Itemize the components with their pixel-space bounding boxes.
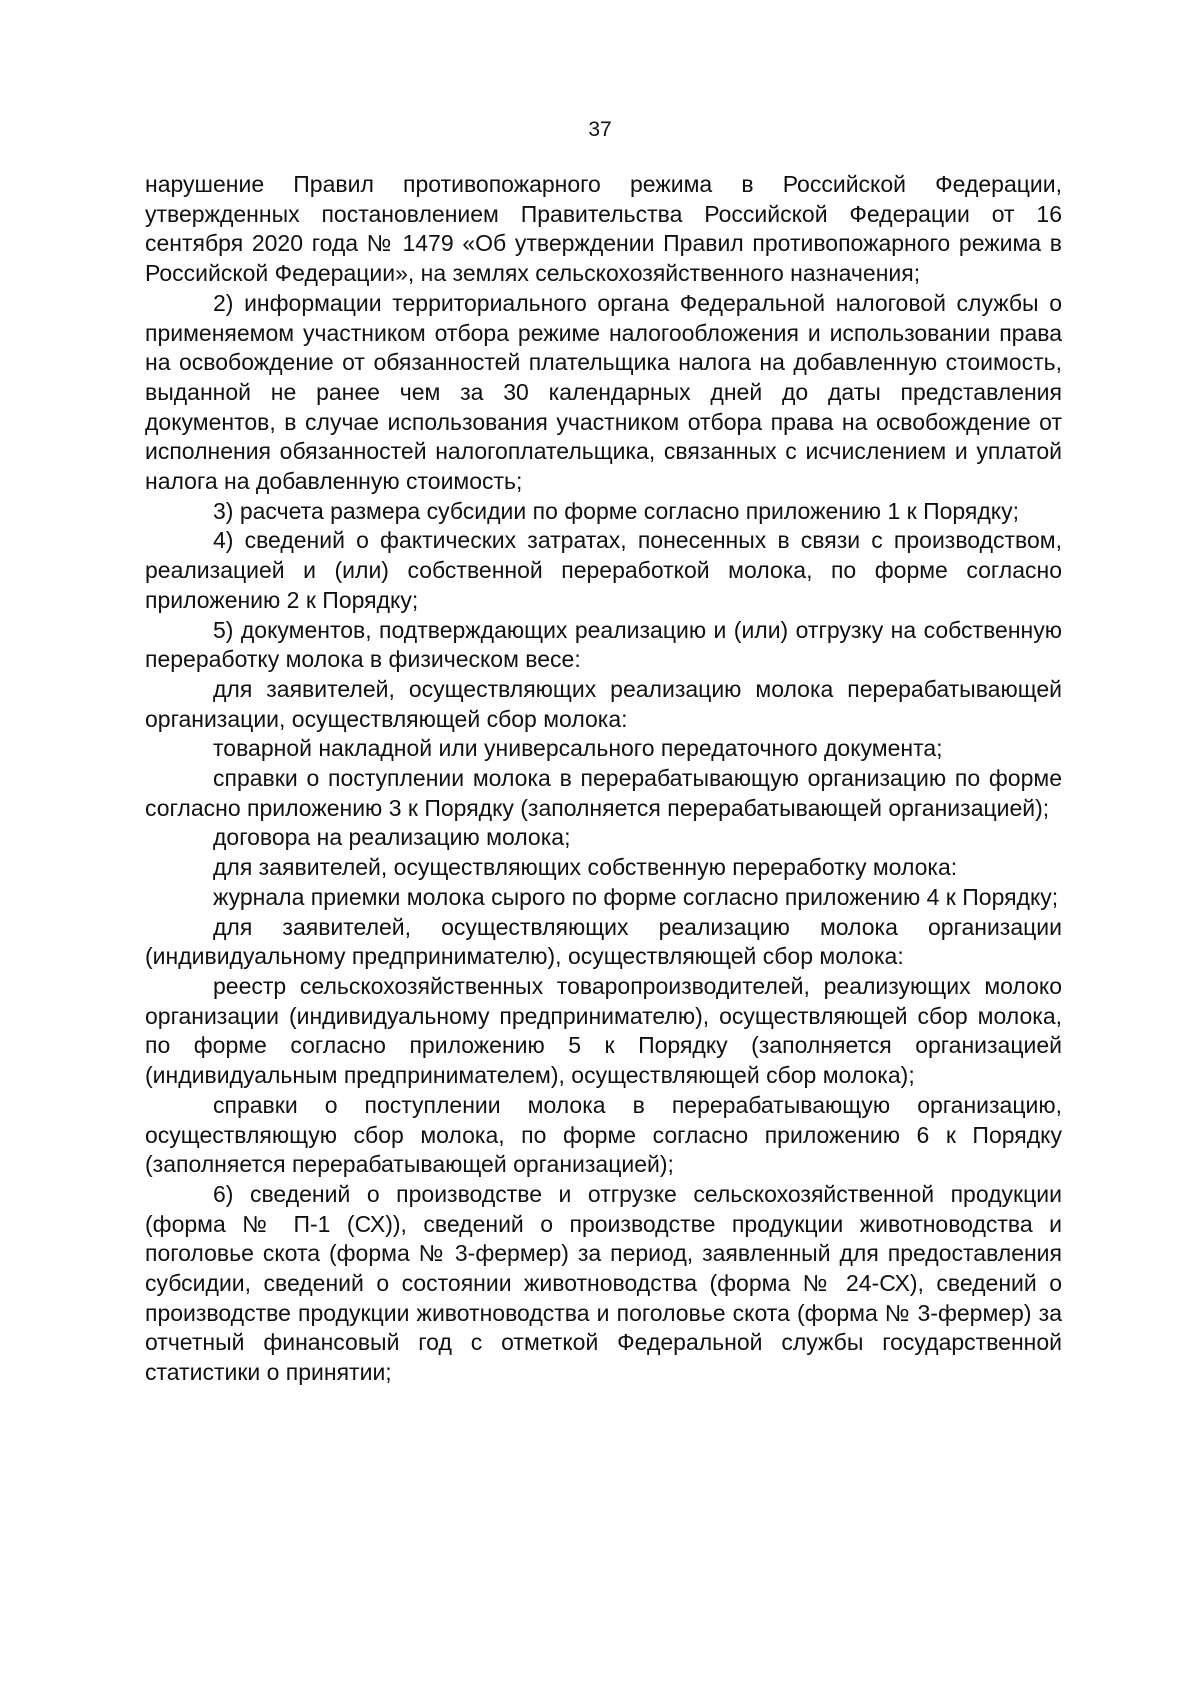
paragraph: 4) сведений о фактических затратах, понесенных в связи с производством, реализацией и (или) собственной переработкой молока, по форме согласно приложению 2 к Порядку; bbox=[145, 527, 1062, 613]
paragraph: для заявителей, осуществляющих реализацию молока перерабатывающей организации, осуществляющей сбор молока: bbox=[145, 675, 1062, 732]
paragraph: товарной накладной или универсального передаточного документа; bbox=[213, 735, 943, 762]
paragraph: 3) расчета размера субсидии по форме согласно приложению 1 к Порядку; bbox=[213, 497, 1020, 524]
paragraph: для заявителей, осуществляющих собственную переработку молока: bbox=[213, 854, 958, 881]
document-body bbox=[145, 170, 1062, 1388]
paragraph: справки о поступлении молока в перерабатывающую организацию, осуществляющую сбор молока, по форме согласно приложению 6 к Порядку (заполняется перерабатывающей организацией); bbox=[145, 1091, 1062, 1178]
page-number: 37 bbox=[588, 118, 612, 141]
paragraph: реестр сельскохозяйственных товаропроизводителей, реализующих молоко организации (индивидуальному предпринимателю), осуществляющей сбор молока, по форме согласно приложению 5 к Порядку (заполняется организацией (индивидуальным предпринимателем), осуществляющей сбор молока); bbox=[145, 972, 1062, 1089]
paragraph: 2) информации территориального органа Федеральной налоговой службы о применяемом участником отбора режиме налогообложения и использовании права на освобождение от обязанностей плательщика налога на добавленную стоимость, выданной не ранее чем за 30 календарных дней до даты представления документов, в случае использования участником отбора права на освобождение от исполнения обязанностей налогоплательщика, связанных с исчислением и уплатой налога на добавленную стоимость; bbox=[145, 289, 1062, 495]
paragraph: для заявителей, осуществляющих реализацию молока организации (индивидуальному предпринимателю), осуществляющей сбор молока: bbox=[145, 913, 1062, 970]
paragraph: 5) документов, подтверждающих реализацию и (или) отгрузку на собственную переработку молока в физическом весе: bbox=[145, 616, 1062, 673]
paragraph: справки о поступлении молока в перерабатывающую организацию по форме согласно приложению 3 к Порядку (заполняется перерабатывающей организацией); bbox=[145, 765, 1062, 821]
paragraph: журнала приемки молока сырого по форме согласно приложению 4 к Порядку; bbox=[213, 883, 1059, 910]
paragraph: договора на реализацию молока; bbox=[213, 824, 571, 851]
paragraph: 6) сведений о производстве и отгрузке сельскохозяйственной продукции (форма № П-1 (СХ)), сведений о производстве продукции животноводства и поголовье скота (форма № 3-фермер) за период, заявленный для предоставления субсидии, сведений о состоянии животноводства (форма № 24-СХ), сведений о производстве продукции животноводства и поголовье скота (форма № 3-фермер) за отчетный финансовый год с отметкой Федеральной службы государственной статистики о принятии; bbox=[145, 1180, 1062, 1386]
paragraph: нарушение Правил противопожарного режима в Российской Федерации, утвержденных постановлением Правительства Российской Федерации от 16 сентября 2020 года № 1479 «Об утверждении Правил противопожарного режима в Российской Федерации», на землях сельскохозяйственного назначения; bbox=[145, 171, 1062, 287]
